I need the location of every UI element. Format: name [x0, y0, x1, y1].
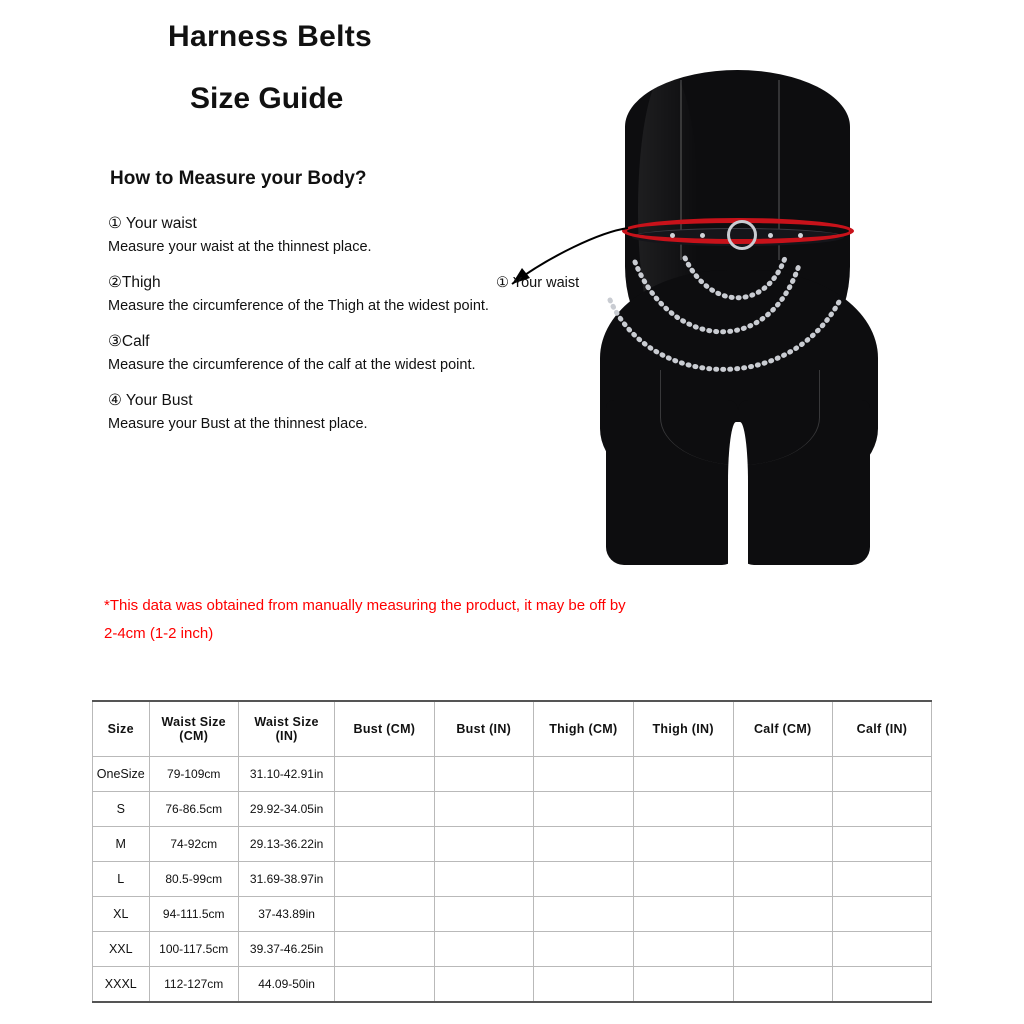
measure-step-label-3: ③Calf: [108, 333, 150, 350]
col-header-waist-in-line1: Waist Size: [254, 715, 319, 729]
cell-thigh-cm: [533, 757, 633, 792]
product-illustration: [496, 70, 960, 570]
cell-bust-cm: [335, 967, 434, 1003]
cell-calf-cm: [733, 862, 832, 897]
table-header-row: [93, 701, 932, 757]
cell-waist-cm: 112-127cm: [149, 967, 238, 1003]
cell-size: OneSize: [93, 757, 150, 792]
cell-bust-in: [434, 827, 533, 862]
col-header-bust-in: Bust (IN): [434, 701, 533, 757]
table-row: [93, 792, 932, 827]
cell-thigh-cm: [533, 792, 633, 827]
cell-bust-cm: [335, 757, 434, 792]
cell-size: M: [93, 827, 150, 862]
cell-thigh-cm: [533, 967, 633, 1003]
cell-calf-cm: [733, 967, 832, 1003]
cell-waist-cm: 94-111.5cm: [149, 897, 238, 932]
cell-waist-cm: 79-109cm: [149, 757, 238, 792]
cell-thigh-cm: [533, 827, 633, 862]
section-heading-how-to-measure: How to Measure your Body?: [110, 168, 367, 189]
cell-bust-cm: [335, 932, 434, 967]
col-header-size: [93, 701, 150, 757]
cell-waist-cm: 76-86.5cm: [149, 792, 238, 827]
cell-bust-in: [434, 967, 533, 1003]
cell-size: XL: [93, 897, 150, 932]
cell-size: L: [93, 862, 150, 897]
cell-bust-cm: [335, 862, 434, 897]
measure-step-label-2: ②Thigh: [108, 274, 161, 291]
cell-calf-cm: [733, 932, 832, 967]
table-row: [93, 932, 932, 967]
disclaimer-line-1: *This data was obtained from manually measuring the product, it may be off by: [104, 597, 626, 614]
cell-calf-in: [832, 862, 931, 897]
cell-thigh-in: [633, 827, 733, 862]
col-header-bust-cm: Bust (CM): [335, 701, 434, 757]
cell-waist-cm: 74-92cm: [149, 827, 238, 862]
cell-waist-cm: 100-117.5cm: [149, 932, 238, 967]
col-header-calf-cm: Calf (CM): [733, 701, 832, 757]
col-header-waist-cm-line2: (CM): [179, 729, 209, 743]
size-chart-table: [92, 700, 932, 1003]
belt-stud: [798, 233, 803, 238]
page-title: Harness Belts: [168, 20, 372, 53]
cell-thigh-cm: [533, 862, 633, 897]
disclaimer-line-2: 2-4cm (1-2 inch): [104, 625, 214, 642]
cell-calf-in: [832, 932, 931, 967]
cell-calf-cm: [733, 897, 832, 932]
cell-calf-cm: [733, 757, 832, 792]
belt-stud: [670, 233, 675, 238]
cell-calf-in: [832, 897, 931, 932]
size-chart-body: [93, 757, 932, 1003]
belt-o-ring: [727, 220, 757, 250]
size-chart-head: [93, 701, 932, 757]
cell-calf-in: [832, 827, 931, 862]
cell-thigh-in: [633, 862, 733, 897]
cell-size: S: [93, 792, 150, 827]
measure-step-desc-4: Measure your Bust at the thinnest place.: [108, 416, 368, 432]
cell-bust-cm: [335, 792, 434, 827]
table-row: [93, 862, 932, 897]
cell-calf-cm: [733, 827, 832, 862]
table-row: [93, 967, 932, 1003]
table-row: [93, 827, 932, 862]
cell-waist-cm: 80.5-99cm: [149, 862, 238, 897]
cell-thigh-cm: [533, 897, 633, 932]
cell-waist-in: 29.92-34.05in: [238, 792, 334, 827]
cell-bust-in: [434, 757, 533, 792]
col-header-waist-in-line2: (IN): [275, 729, 298, 743]
cell-thigh-in: [633, 897, 733, 932]
cell-size: XXXL: [93, 967, 150, 1003]
belt-stud: [768, 233, 773, 238]
measure-step-label-1: ① Your waist: [108, 215, 197, 232]
cell-size: XXL: [93, 932, 150, 967]
cell-bust-in: [434, 932, 533, 967]
cell-calf-in: [832, 967, 931, 1003]
cell-calf-in: [832, 757, 931, 792]
measure-step-desc-3: Measure the circumference of the calf at the widest point.: [108, 357, 476, 373]
col-header-size-line1: Size: [107, 722, 134, 736]
col-header-thigh-in: Thigh (IN): [633, 701, 733, 757]
col-header-waist-in: [238, 701, 334, 757]
table-row: [93, 757, 932, 792]
cell-thigh-in: [633, 792, 733, 827]
cell-waist-in: 31.69-38.97in: [238, 862, 334, 897]
cell-thigh-in: [633, 932, 733, 967]
waist-callout-label: ① Your waist: [496, 275, 580, 291]
cell-thigh-cm: [533, 932, 633, 967]
belt-stud: [700, 233, 705, 238]
cell-bust-in: [434, 897, 533, 932]
cell-thigh-in: [633, 967, 733, 1003]
cell-waist-in: 29.13-36.22in: [238, 827, 334, 862]
cell-calf-in: [832, 792, 931, 827]
col-header-calf-in: Calf (IN): [832, 701, 931, 757]
cell-waist-in: 37-43.89in: [238, 897, 334, 932]
table-row: [93, 897, 932, 932]
cell-thigh-in: [633, 757, 733, 792]
cell-bust-cm: [335, 827, 434, 862]
cell-waist-in: 31.10-42.91in: [238, 757, 334, 792]
col-header-waist-cm: [149, 701, 238, 757]
cell-calf-cm: [733, 792, 832, 827]
cell-waist-in: 39.37-46.25in: [238, 932, 334, 967]
measure-step-desc-2: Measure the circumference of the Thigh at the widest point.: [108, 298, 489, 314]
cell-waist-in: 44.09-50in: [238, 967, 334, 1003]
disclaimer-note: [104, 592, 784, 648]
col-header-waist-cm-line1: Waist Size: [161, 715, 226, 729]
cell-bust-cm: [335, 897, 434, 932]
measure-step-label-4: ④ Your Bust: [108, 392, 193, 409]
measure-step-desc-1: Measure your waist at the thinnest place.: [108, 239, 372, 255]
cell-bust-in: [434, 792, 533, 827]
cell-bust-in: [434, 862, 533, 897]
page-subtitle-size-guide: Size Guide: [190, 82, 344, 115]
col-header-thigh-cm: Thigh (CM): [533, 701, 633, 757]
